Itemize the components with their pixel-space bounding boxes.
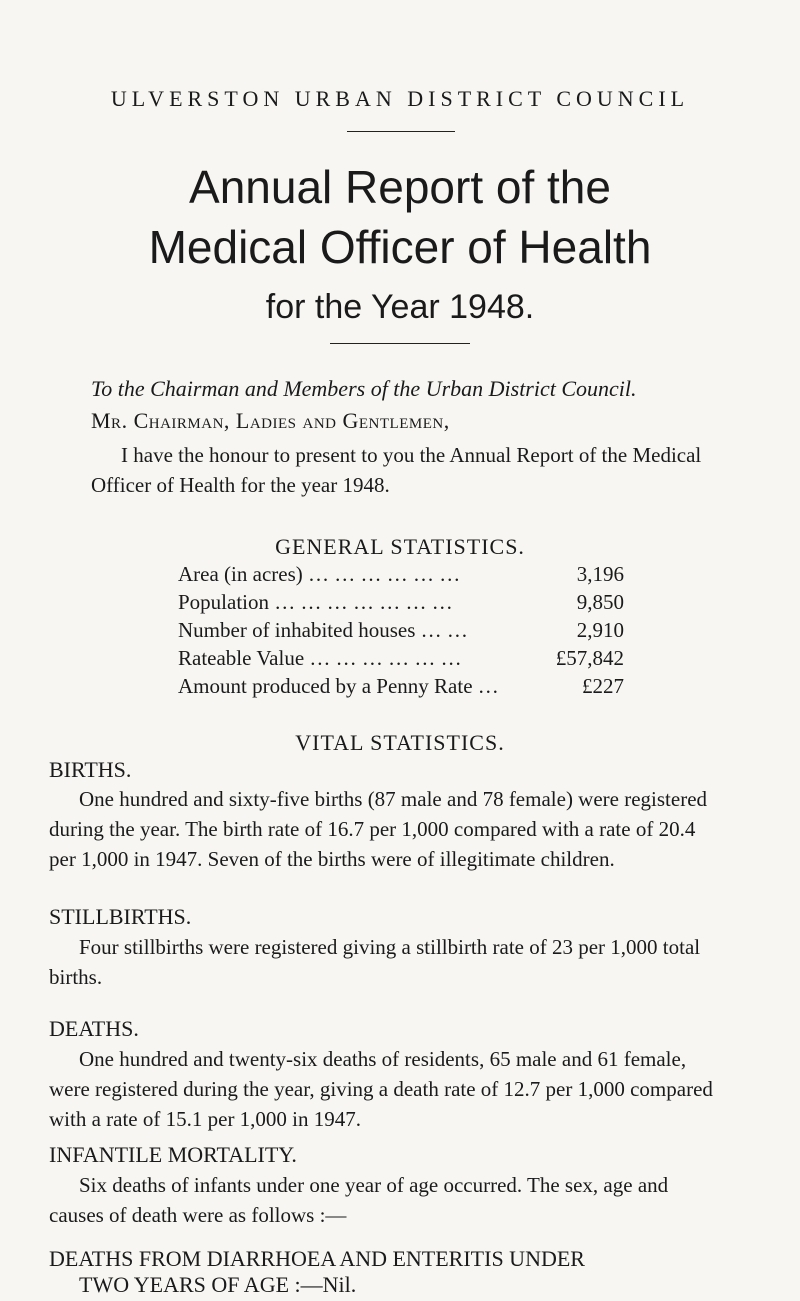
- births-heading: BIRTHS.: [49, 757, 132, 782]
- stat-value: 2,910: [576, 618, 624, 642]
- general-statistics-heading: GENERAL STATISTICS.: [275, 534, 525, 559]
- salutation: Mr. Chairman, Ladies and Gentlemen,: [91, 408, 450, 433]
- report-title-line1: Annual Report of the: [189, 161, 611, 213]
- address-line: To the Chairman and Members of the Urban District Council.: [91, 376, 637, 401]
- intro-paragraph: I have the honour to present to you the Annual Report of the Medical Officer of Health for the year 1948.: [91, 443, 702, 497]
- stat-value: 9,850: [576, 590, 624, 614]
- stat-row: [178, 590, 624, 618]
- stat-label: Population … … … … … … …: [178, 590, 453, 614]
- divider-title: [330, 343, 470, 344]
- infantile-heading: INFANTILE MORTALITY.: [49, 1142, 297, 1167]
- vital-statistics-heading: VITAL STATISTICS.: [295, 730, 505, 755]
- births-paragraph: One hundred and sixty-five births (87 male and 78 female) were registered during the year. The birth rate of 16.7 per 1,000 compared with a rate of 20.4 per 1,000 in 1947. Seven of the births were of illegitimate children.: [49, 787, 708, 871]
- report-title-line3: for the Year 1948.: [265, 288, 535, 326]
- stillbirths-heading: STILLBIRTHS.: [49, 904, 192, 929]
- council-name: ULVERSTON URBAN DISTRICT COUNCIL: [110, 86, 690, 111]
- stat-row: [178, 674, 624, 702]
- report-title-line2: Medical Officer of Health: [148, 221, 652, 273]
- stat-label: Area (in acres) … … … … … …: [178, 562, 461, 586]
- stat-row: [178, 646, 624, 674]
- infantile-paragraph: Six deaths of infants under one year of age occurred. The sex, age and causes of death were as follows :—: [49, 1173, 669, 1227]
- stat-value: £227: [582, 674, 624, 698]
- diarrhoea-line1: DEATHS FROM DIARRHOEA AND ENTERITIS UNDER: [49, 1246, 585, 1271]
- stat-row: [178, 562, 624, 590]
- diarrhoea-line2: TWO YEARS OF AGE :—Nil.: [79, 1272, 357, 1297]
- stat-label: Rateable Value … … … … … …: [178, 646, 462, 670]
- stat-value: 3,196: [576, 562, 624, 586]
- deaths-paragraph: One hundred and twenty-six deaths of residents, 65 male and 61 female, were registered during the year, giving a death rate of 12.7 per 1,000 compared with a rate of 15.1 per 1,000 in 1947.: [49, 1047, 713, 1131]
- stat-row: [178, 618, 624, 646]
- deaths-heading: DEATHS.: [49, 1016, 139, 1041]
- stat-value: £57,842: [555, 646, 624, 670]
- stat-label: Number of inhabited houses … …: [178, 618, 468, 642]
- stillbirths-paragraph: Four stillbirths were registered giving a stillbirth rate of 23 per 1,000 total births.: [49, 935, 701, 989]
- divider-top: [347, 131, 455, 132]
- stat-label: Amount produced by a Penny Rate …: [178, 674, 499, 698]
